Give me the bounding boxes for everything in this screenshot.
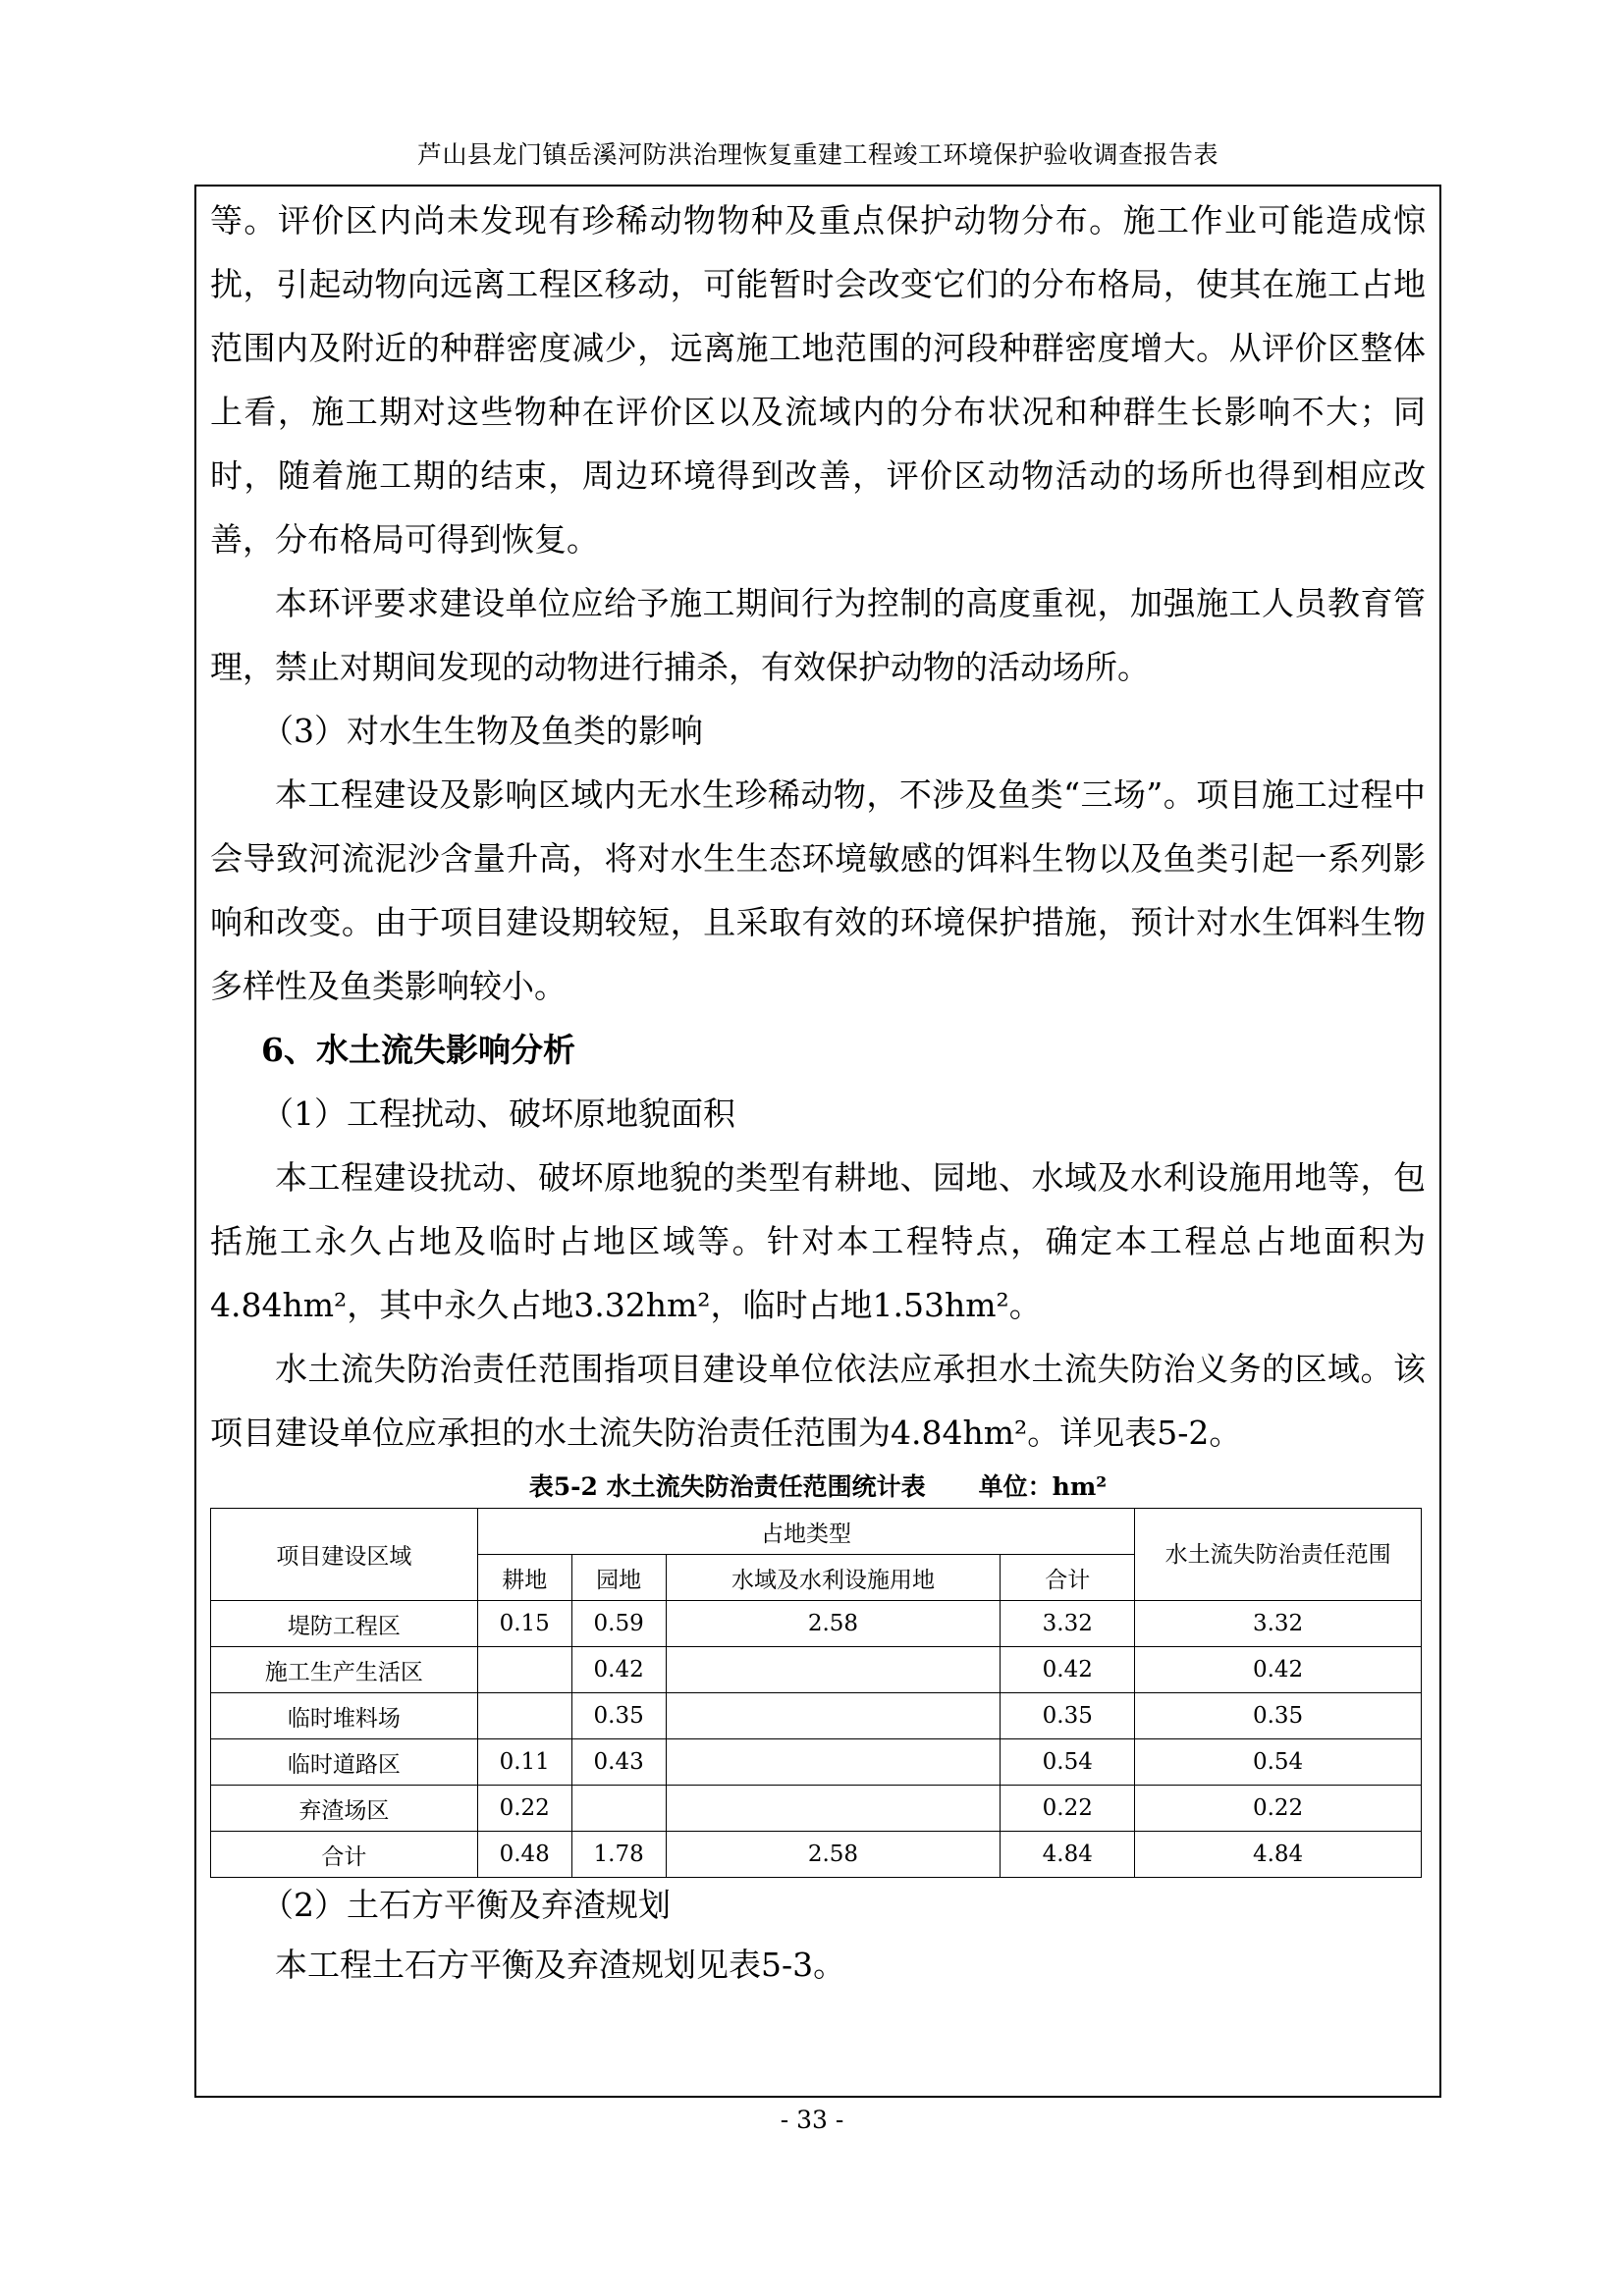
table-cell	[571, 1786, 666, 1832]
table-row	[211, 1693, 1422, 1739]
table-row	[211, 1739, 1422, 1786]
table-cell: 0.42	[571, 1647, 666, 1693]
document-header: 芦山县龙门镇岳溪河防洪治理恢复重建工程竣工环境保护验收调查报告表	[416, 140, 1218, 169]
header-garden: 园地	[571, 1555, 666, 1601]
header-subtotal: 合计	[1001, 1555, 1135, 1601]
table-header-row	[211, 1509, 1422, 1555]
table-cell: 0.11	[477, 1739, 571, 1786]
table-cell: 0.59	[571, 1601, 666, 1647]
table-caption	[210, 1467, 1426, 1508]
paragraph-animal-impact: 等。评价区内尚未发现有珍稀动物物种及重点保护动物分布。施工作业可能造成惊扰，引起动物向远离工程区移动，可能暂时会改变它们的分布格局，使其在施工占地范围内及附近的种群密度减少，远离施工地范围的河段种群密度增大。从评价区整体上看，施工期对这些物种在评价区以及流域内的分布状况和种群生长影响不大；同时，随着施工期的结束，周边环境得到改善，评价区动物活动的场所也得到相应改善，分布格局可得到恢复。	[210, 201, 1426, 559]
table-cell: 0.15	[477, 1601, 571, 1647]
table-cell: 0.42	[1135, 1647, 1422, 1693]
header-water: 水域及水利设施用地	[666, 1555, 1001, 1601]
subheading-aquatic: （3）对水生生物及鱼类的影响	[261, 712, 703, 750]
subheading-disturbance-area: （1）工程扰动、破坏原地貌面积	[261, 1095, 735, 1133]
table-cell: 临时堆料场	[211, 1693, 478, 1739]
header-farmland: 耕地	[477, 1555, 571, 1601]
page-number: - 33 -	[780, 2106, 844, 2134]
table-cell: 施工生产生活区	[211, 1647, 478, 1693]
table-cell	[666, 1693, 1001, 1739]
table-total-row	[211, 1832, 1422, 1878]
table-cell: 4.84	[1135, 1832, 1422, 1878]
table-cell: 0.48	[477, 1832, 571, 1878]
table-cell	[666, 1739, 1001, 1786]
header-area: 项目建设区域	[211, 1509, 478, 1601]
table-cell: 1.78	[571, 1832, 666, 1878]
table-cell: 0.22	[1135, 1786, 1422, 1832]
section-heading-soil-erosion: 6、水土流失影响分析	[261, 1031, 575, 1069]
table-cell: 4.84	[1001, 1832, 1135, 1878]
table-cell: 0.43	[571, 1739, 666, 1786]
table-cell	[477, 1693, 571, 1739]
table-cell: 弃渣场区	[211, 1786, 478, 1832]
table-cell	[666, 1647, 1001, 1693]
content-body	[210, 187, 1426, 1997]
table-cell: 0.35	[1001, 1693, 1135, 1739]
table-row	[211, 1786, 1422, 1832]
paragraph-disturbance: 本工程建设扰动、破坏原地貌的类型有耕地、园地、水域及水利设施用地等，包括施工永久占地及临时占地区域等。针对本工程特点，确定本工程总占地面积为4.84hm²，其中永久占地3.32hm²，临时占地1.53hm²。	[210, 1158, 1426, 1324]
table-cell: 0.22	[1001, 1786, 1135, 1832]
subheading-earthwork: （2）土石方平衡及弃渣规划	[261, 1886, 671, 1924]
table-cell: 0.54	[1135, 1739, 1422, 1786]
table-cell: 0.35	[571, 1693, 666, 1739]
table-cell: 2.58	[666, 1601, 1001, 1647]
table-cell: 临时道路区	[211, 1739, 478, 1786]
table-cell: 2.58	[666, 1832, 1001, 1878]
paragraph-aquatic-impact: 本工程建设及影响区域内无水生珍稀动物，不涉及鱼类“三场”。项目施工过程中会导致河流泥沙含量升高，将对水生生态环境敏感的饵料生物以及鱼类引起一系列影响和改变。由于项目建设期较短，且采取有效的环境保护措施，预计对水生饵料生物多样性及鱼类影响较小。	[210, 775, 1426, 1005]
table-cell: 3.32	[1135, 1601, 1422, 1647]
table-row	[211, 1601, 1422, 1647]
table-cell: 0.42	[1001, 1647, 1135, 1693]
header-responsibility: 水土流失防治责任范围	[1135, 1509, 1422, 1601]
table-cell: 0.54	[1001, 1739, 1135, 1786]
table-cell: 堤防工程区	[211, 1601, 478, 1647]
paragraph-eia-requirement: 本环评要求建设单位应给予施工期间行为控制的高度重视，加强施工人员教育管理，禁止对期间发现的动物进行捕杀，有效保护动物的活动场所。	[210, 584, 1426, 686]
table-cell: 0.22	[477, 1786, 571, 1832]
table-unit: 单位：hm²	[978, 1472, 1108, 1501]
table-row	[211, 1647, 1422, 1693]
table-cell: 3.32	[1001, 1601, 1135, 1647]
table-cell: 0.35	[1135, 1693, 1422, 1739]
erosion-responsibility-table	[210, 1508, 1422, 1878]
content-frame	[194, 185, 1441, 2098]
table-cell	[477, 1647, 571, 1693]
header-land-type: 占地类型	[477, 1509, 1134, 1555]
table-cell: 合计	[211, 1832, 478, 1878]
paragraph-responsibility: 水土流失防治责任范围指项目建设单位依法应承担水土流失防治义务的区域。该项目建设单位应承担的水土流失防治责任范围为4.84hm²。详见表5-2。	[210, 1350, 1426, 1452]
table-title: 表5-2 水土流失防治责任范围统计表	[528, 1472, 926, 1501]
paragraph-earthwork: 本工程土石方平衡及弃渣规划见表5-3。	[275, 1946, 846, 1984]
table-cell	[666, 1786, 1001, 1832]
